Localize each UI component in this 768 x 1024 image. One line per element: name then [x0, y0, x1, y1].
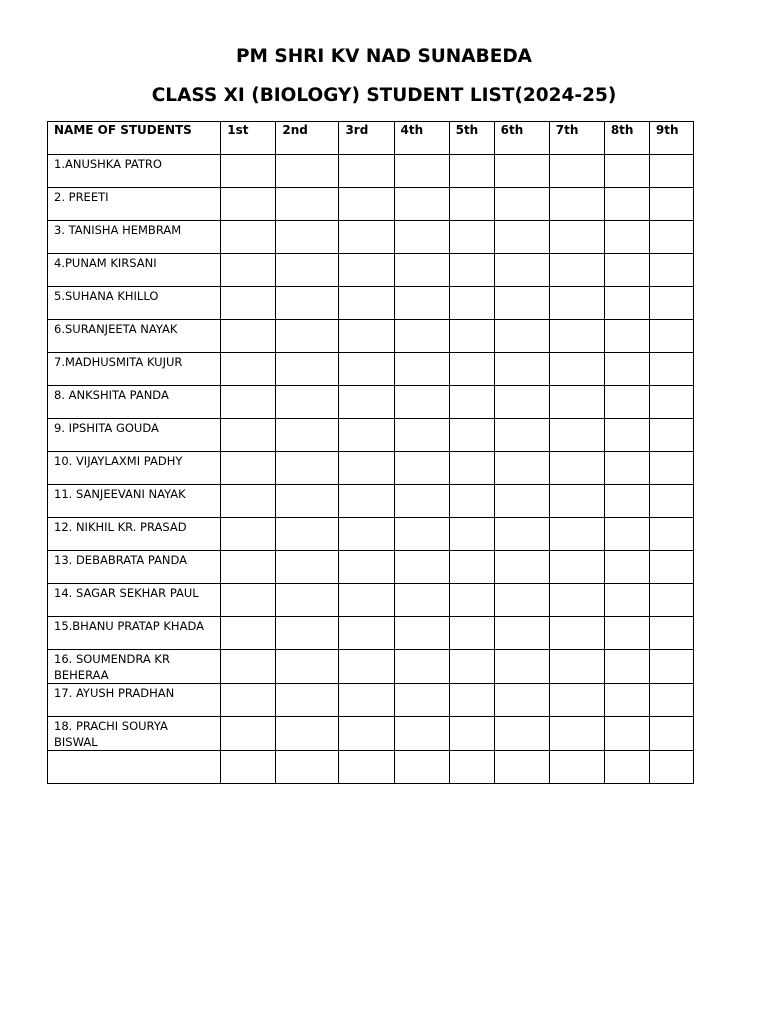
entry-cell	[339, 617, 394, 650]
entry-cell	[604, 353, 649, 386]
entry-cell	[604, 751, 649, 784]
entry-cell	[604, 684, 649, 717]
table-row	[48, 684, 694, 717]
entry-cell	[549, 584, 604, 617]
entry-cell	[449, 485, 494, 518]
student-name-cell: 18. PRACHI SOURYA BISWAL	[48, 717, 221, 751]
table-row	[48, 221, 694, 254]
entry-cell	[221, 254, 276, 287]
entry-cell	[276, 287, 339, 320]
entry-cell	[339, 386, 394, 419]
entry-cell	[276, 353, 339, 386]
entry-cell	[276, 518, 339, 551]
table-row	[48, 419, 694, 452]
entry-cell	[494, 717, 549, 751]
student-name-cell: 1.ANUSHKA PATRO	[48, 155, 221, 188]
entry-cell	[649, 717, 693, 751]
entry-cell	[449, 518, 494, 551]
entry-cell	[339, 551, 394, 584]
table-row	[48, 551, 694, 584]
entry-cell	[604, 551, 649, 584]
entry-cell	[604, 221, 649, 254]
entry-cell	[276, 452, 339, 485]
table-row	[48, 353, 694, 386]
entry-cell	[394, 717, 449, 751]
entry-cell	[394, 254, 449, 287]
entry-cell	[494, 650, 549, 684]
entry-cell	[449, 254, 494, 287]
entry-cell	[449, 717, 494, 751]
entry-cell	[604, 452, 649, 485]
entry-cell	[549, 386, 604, 419]
student-name-cell: 17. AYUSH PRADHAN	[48, 684, 221, 717]
school-title: PM SHRI KV NAD SUNABEDA	[235, 46, 533, 67]
student-list-title: CLASS XI (BIOLOGY) STUDENT LIST(2024-25)	[151, 85, 617, 106]
student-name-cell: 9. IPSHITA GOUDA	[48, 419, 221, 452]
entry-cell	[649, 485, 693, 518]
table-row	[48, 751, 694, 784]
entry-cell	[549, 551, 604, 584]
student-name-cell: 14. SAGAR SEKHAR PAUL	[48, 584, 221, 617]
student-name-cell: 4.PUNAM KIRSANI	[48, 254, 221, 287]
entry-cell	[604, 320, 649, 353]
entry-cell	[494, 518, 549, 551]
entry-cell	[604, 584, 649, 617]
entry-cell	[221, 518, 276, 551]
entry-cell	[494, 353, 549, 386]
entry-cell	[394, 155, 449, 188]
entry-cell	[339, 452, 394, 485]
entry-cell	[649, 650, 693, 684]
entry-cell	[276, 684, 339, 717]
column-header-3: 3rd	[339, 122, 394, 155]
entry-cell	[649, 419, 693, 452]
entry-cell	[221, 155, 276, 188]
entry-cell	[394, 320, 449, 353]
table-row	[48, 386, 694, 419]
entry-cell	[394, 188, 449, 221]
entry-cell	[221, 485, 276, 518]
entry-cell	[221, 419, 276, 452]
student-name-cell: 8. ANKSHITA PANDA	[48, 386, 221, 419]
entry-cell	[604, 386, 649, 419]
entry-cell	[549, 353, 604, 386]
student-table	[47, 121, 694, 784]
entry-cell	[276, 485, 339, 518]
table-row	[48, 188, 694, 221]
entry-cell	[449, 584, 494, 617]
entry-cell	[276, 320, 339, 353]
entry-cell	[276, 419, 339, 452]
entry-cell	[494, 584, 549, 617]
entry-cell	[339, 353, 394, 386]
table-row	[48, 650, 694, 684]
column-header-5: 5th	[449, 122, 494, 155]
entry-cell	[339, 188, 394, 221]
entry-cell	[449, 320, 494, 353]
entry-cell	[604, 188, 649, 221]
column-header-2: 2nd	[276, 122, 339, 155]
table-row	[48, 452, 694, 485]
entry-cell	[339, 717, 394, 751]
entry-cell	[549, 617, 604, 650]
entry-cell	[221, 452, 276, 485]
column-header-1: 1st	[221, 122, 276, 155]
student-name-cell: 3. TANISHA HEMBRAM	[48, 221, 221, 254]
table-row	[48, 485, 694, 518]
entry-cell	[494, 419, 549, 452]
column-header-7: 7th	[549, 122, 604, 155]
entry-cell	[221, 221, 276, 254]
entry-cell	[549, 684, 604, 717]
entry-cell	[394, 386, 449, 419]
entry-cell	[339, 684, 394, 717]
entry-cell	[604, 254, 649, 287]
entry-cell	[604, 485, 649, 518]
entry-cell	[649, 221, 693, 254]
table-row	[48, 518, 694, 551]
entry-cell	[394, 684, 449, 717]
entry-cell	[649, 617, 693, 650]
table-row	[48, 717, 694, 751]
entry-cell	[604, 518, 649, 551]
entry-cell	[449, 155, 494, 188]
entry-cell	[449, 551, 494, 584]
entry-cell	[339, 287, 394, 320]
entry-cell	[449, 751, 494, 784]
entry-cell	[276, 188, 339, 221]
entry-cell	[449, 452, 494, 485]
entry-cell	[649, 584, 693, 617]
student-name-cell: 2. PREETI	[48, 188, 221, 221]
student-name-cell	[48, 751, 221, 784]
entry-cell	[649, 254, 693, 287]
entry-cell	[649, 684, 693, 717]
entry-cell	[394, 353, 449, 386]
entry-cell	[221, 617, 276, 650]
entry-cell	[394, 485, 449, 518]
entry-cell	[449, 650, 494, 684]
entry-cell	[549, 221, 604, 254]
entry-cell	[549, 254, 604, 287]
table-body	[48, 155, 694, 784]
entry-cell	[339, 650, 394, 684]
entry-cell	[394, 419, 449, 452]
entry-cell	[276, 386, 339, 419]
table-row	[48, 617, 694, 650]
entry-cell	[649, 320, 693, 353]
entry-cell	[394, 751, 449, 784]
student-name-cell: 6.SURANJEETA NAYAK	[48, 320, 221, 353]
entry-cell	[221, 717, 276, 751]
column-header-6: 6th	[494, 122, 549, 155]
student-name-cell: 13. DEBABRATA PANDA	[48, 551, 221, 584]
entry-cell	[649, 386, 693, 419]
entry-cell	[221, 386, 276, 419]
table-row	[48, 254, 694, 287]
entry-cell	[494, 221, 549, 254]
entry-cell	[549, 717, 604, 751]
student-name-cell: 16. SOUMENDRA KR BEHERAA	[48, 650, 221, 684]
entry-cell	[604, 419, 649, 452]
table-row	[48, 155, 694, 188]
student-name-cell: 11. SANJEEVANI NAYAK	[48, 485, 221, 518]
entry-cell	[649, 551, 693, 584]
entry-cell	[494, 155, 549, 188]
entry-cell	[339, 254, 394, 287]
entry-cell	[494, 551, 549, 584]
entry-cell	[394, 551, 449, 584]
entry-cell	[394, 221, 449, 254]
entry-cell	[549, 287, 604, 320]
column-header-9: 9th	[649, 122, 693, 155]
student-name-cell: 12. NIKHIL KR. PRASAD	[48, 518, 221, 551]
entry-cell	[276, 617, 339, 650]
entry-cell	[494, 751, 549, 784]
entry-cell	[394, 518, 449, 551]
entry-cell	[221, 751, 276, 784]
entry-cell	[549, 650, 604, 684]
table-row	[48, 584, 694, 617]
entry-cell	[604, 155, 649, 188]
table-row	[48, 320, 694, 353]
entry-cell	[494, 188, 549, 221]
entry-cell	[276, 254, 339, 287]
entry-cell	[221, 353, 276, 386]
entry-cell	[494, 485, 549, 518]
column-header-8: 8th	[604, 122, 649, 155]
entry-cell	[276, 155, 339, 188]
student-name-cell: 10. VIJAYLAXMI PADHY	[48, 452, 221, 485]
entry-cell	[494, 684, 549, 717]
entry-cell	[549, 751, 604, 784]
entry-cell	[494, 320, 549, 353]
entry-cell	[494, 452, 549, 485]
entry-cell	[276, 584, 339, 617]
entry-cell	[276, 751, 339, 784]
entry-cell	[339, 419, 394, 452]
entry-cell	[276, 221, 339, 254]
entry-cell	[449, 386, 494, 419]
entry-cell	[549, 518, 604, 551]
student-name-cell: 7.MADHUSMITA KUJUR	[48, 353, 221, 386]
entry-cell	[339, 155, 394, 188]
entry-cell	[604, 650, 649, 684]
entry-cell	[449, 287, 494, 320]
entry-cell	[649, 452, 693, 485]
entry-cell	[449, 684, 494, 717]
table-row	[48, 287, 694, 320]
entry-cell	[649, 353, 693, 386]
entry-cell	[339, 518, 394, 551]
entry-cell	[394, 287, 449, 320]
entry-cell	[276, 551, 339, 584]
entry-cell	[549, 485, 604, 518]
entry-cell	[339, 584, 394, 617]
student-name-cell: 15.BHANU PRATAP KHADA	[48, 617, 221, 650]
entry-cell	[449, 419, 494, 452]
entry-cell	[649, 188, 693, 221]
entry-cell	[221, 650, 276, 684]
entry-cell	[494, 287, 549, 320]
entry-cell	[494, 254, 549, 287]
entry-cell	[221, 684, 276, 717]
entry-cell	[394, 452, 449, 485]
entry-cell	[449, 353, 494, 386]
entry-cell	[339, 221, 394, 254]
student-name-cell: 5.SUHANA KHILLO	[48, 287, 221, 320]
table-header-row	[48, 122, 694, 155]
entry-cell	[549, 188, 604, 221]
entry-cell	[394, 617, 449, 650]
entry-cell	[276, 650, 339, 684]
entry-cell	[449, 188, 494, 221]
entry-cell	[649, 518, 693, 551]
entry-cell	[649, 155, 693, 188]
entry-cell	[549, 155, 604, 188]
entry-cell	[494, 386, 549, 419]
entry-cell	[339, 485, 394, 518]
entry-cell	[276, 717, 339, 751]
entry-cell	[494, 617, 549, 650]
entry-cell	[649, 751, 693, 784]
entry-cell	[449, 617, 494, 650]
entry-cell	[339, 751, 394, 784]
column-header-name: NAME OF STUDENTS	[48, 122, 221, 155]
entry-cell	[449, 221, 494, 254]
entry-cell	[649, 287, 693, 320]
column-header-4: 4th	[394, 122, 449, 155]
entry-cell	[221, 584, 276, 617]
entry-cell	[549, 320, 604, 353]
entry-cell	[549, 452, 604, 485]
entry-cell	[394, 650, 449, 684]
entry-cell	[221, 551, 276, 584]
entry-cell	[604, 287, 649, 320]
entry-cell	[221, 287, 276, 320]
entry-cell	[549, 419, 604, 452]
entry-cell	[221, 320, 276, 353]
entry-cell	[339, 320, 394, 353]
entry-cell	[221, 188, 276, 221]
entry-cell	[394, 584, 449, 617]
entry-cell	[604, 717, 649, 751]
entry-cell	[604, 617, 649, 650]
